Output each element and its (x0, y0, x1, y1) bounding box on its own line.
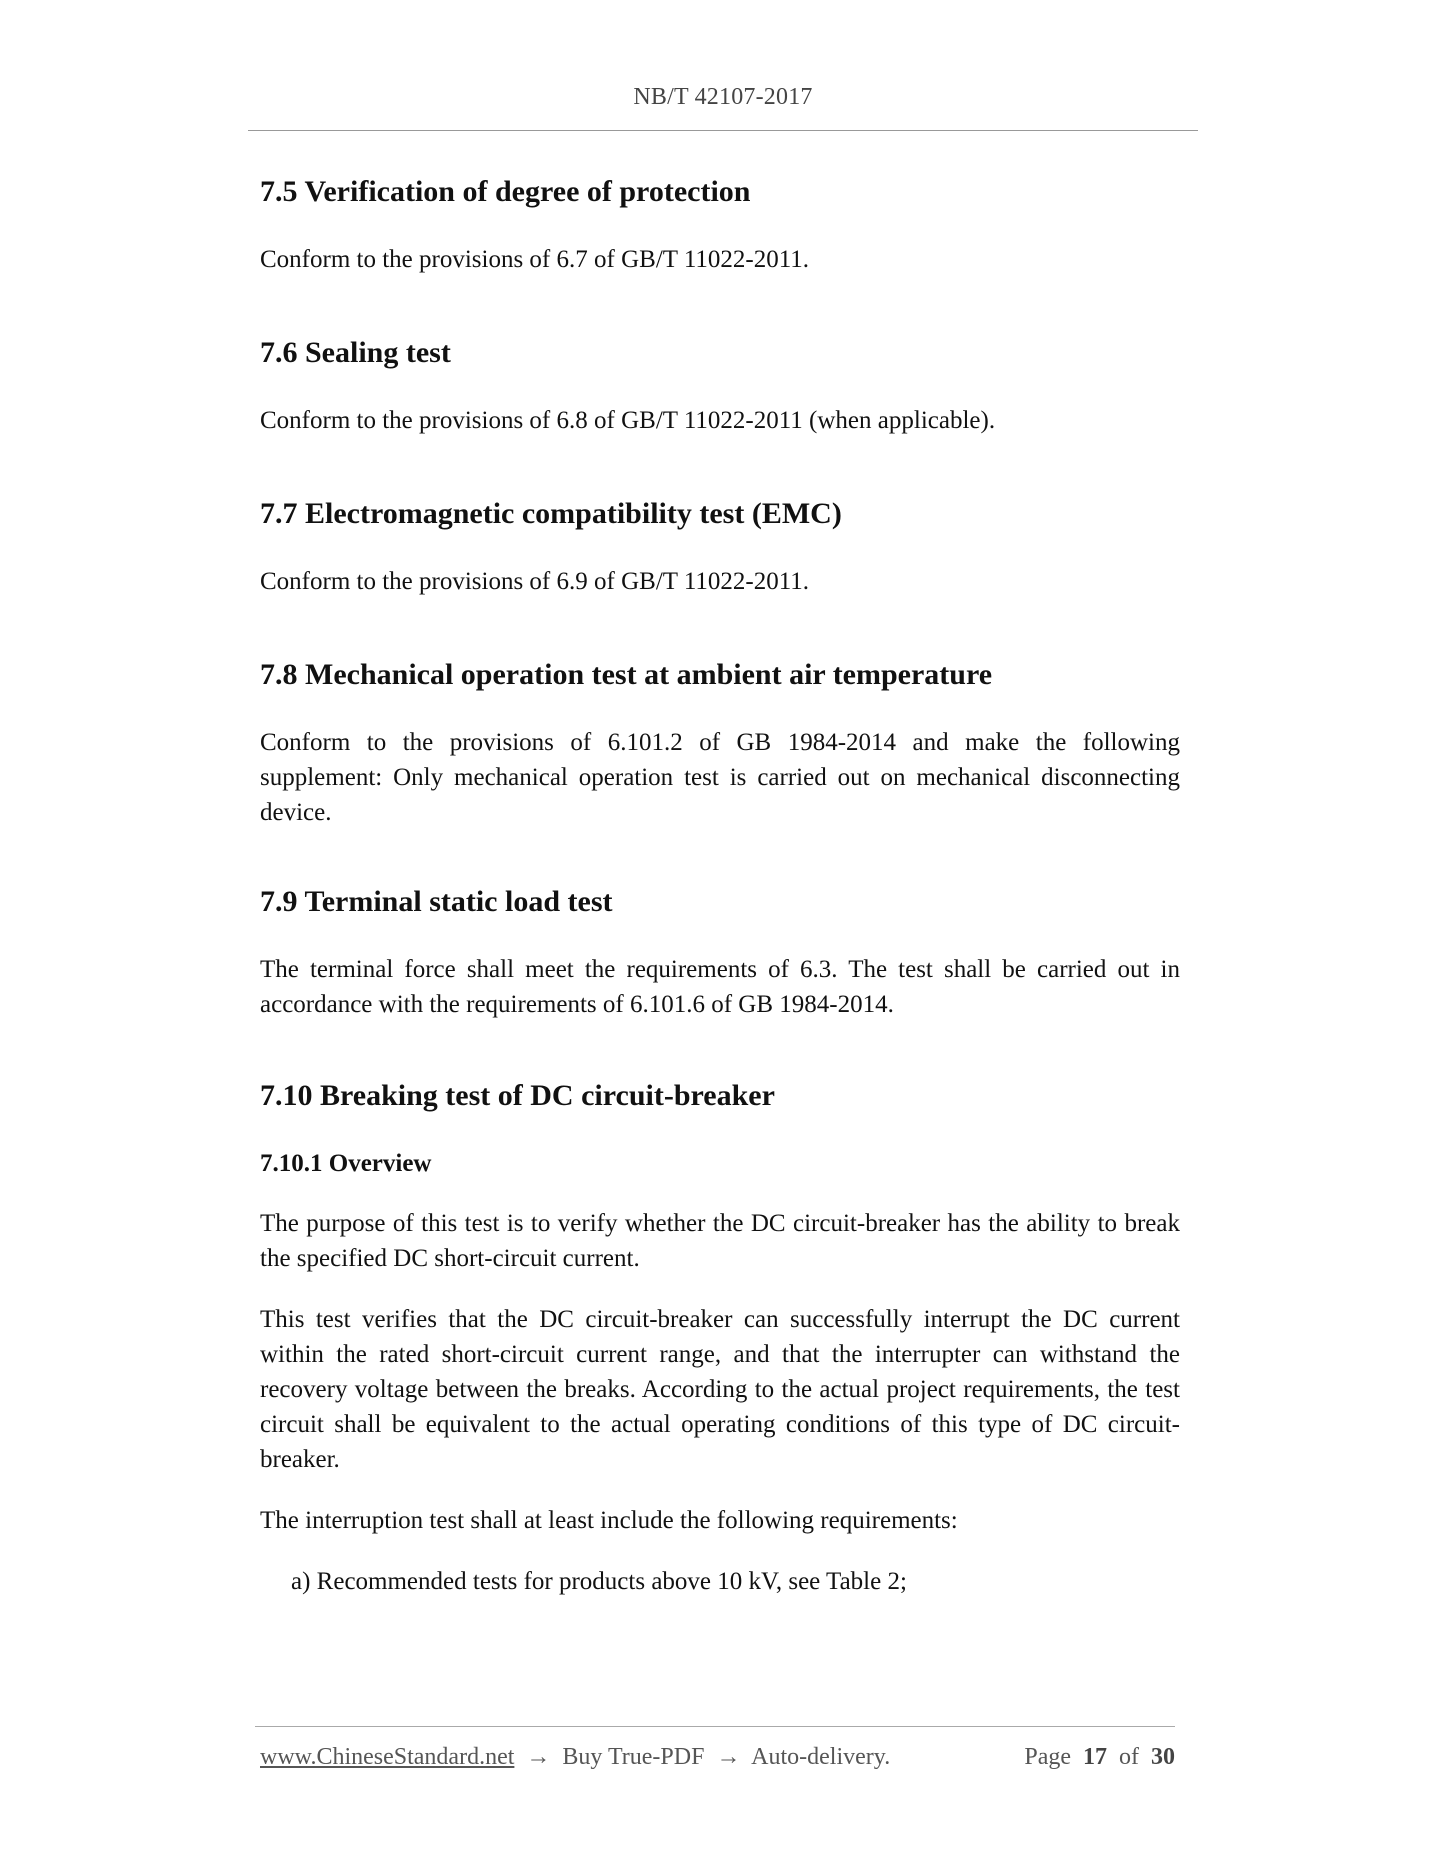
page-indicator (1024, 1744, 1175, 1771)
heading-7-10: 7.10 Breaking test of DC circuit-breaker (260, 1079, 775, 1112)
of-label: of (1119, 1744, 1139, 1770)
paragraph-verification: This test verifies that the DC circuit-breaker can successfully interrupt the DC current within the rated short-circuit current range, and that the interrupter can withstand the recovery voltage between the breaks. According to the actual project requirements, the test circuit shall be equivalent to the actual operating conditions of this type of DC circuit-breaker. (260, 1306, 1180, 1473)
site-link[interactable]: www.ChineseStandard.net (260, 1744, 515, 1770)
page-current: 17 (1083, 1744, 1107, 1770)
page-header-doc-id: NB/T 42107-2017 (633, 84, 813, 110)
heading-7-6: 7.6 Sealing test (260, 336, 451, 369)
auto-delivery-text: Auto-delivery. (751, 1744, 891, 1770)
arrow-right-icon: → (716, 1744, 741, 1770)
page-footer (260, 1744, 1175, 1771)
heading-7-7: 7.7 Electromagnetic compatibility test (EMC) (260, 497, 842, 530)
page-label: Page (1024, 1744, 1071, 1770)
buy-true-pdf-text: Buy True-PDF (562, 1744, 705, 1770)
header-divider (248, 130, 1198, 131)
footer-left (260, 1744, 890, 1771)
text-7-6: Conform to the provisions of 6.8 of GB/T 11022-2011 (when applicable). (260, 407, 996, 434)
arrow-right-icon: → (526, 1744, 551, 1770)
text-7-9: The terminal force shall meet the requirements of 6.3. The test shall be carried out in accordance with the requirements of 6.101.6 of GB 1984-2014. (260, 956, 1180, 1018)
text-7-8: Conform to the provisions of 6.101.2 of GB 1984-2014 and make the following supplement: Only mechanical operation test is carried out on mechanical disconnecting device. (260, 729, 1180, 826)
document-body (260, 172, 1180, 1599)
list-item-a: a) Recommended tests for products above 10 kV, see Table 2; (291, 1568, 907, 1595)
paragraph-requirements: The interruption test shall at least include the following requirements: (260, 1507, 958, 1534)
subheading-7-10-1: 7.10.1 Overview (260, 1150, 432, 1177)
heading-7-9: 7.9 Terminal static load test (260, 885, 613, 918)
text-7-7: Conform to the provisions of 6.9 of GB/T 11022-2011. (260, 568, 810, 595)
footer-divider (255, 1726, 1175, 1727)
heading-7-5: 7.5 Verification of degree of protection (260, 175, 751, 208)
page-total: 30 (1151, 1744, 1175, 1770)
text-7-5: Conform to the provisions of 6.7 of GB/T 11022-2011. (260, 246, 810, 273)
paragraph-purpose: The purpose of this test is to verify whether the DC circuit-breaker has the ability to break the specified DC short-circuit current. (260, 1210, 1180, 1272)
heading-7-8: 7.8 Mechanical operation test at ambient air temperature (260, 658, 993, 691)
